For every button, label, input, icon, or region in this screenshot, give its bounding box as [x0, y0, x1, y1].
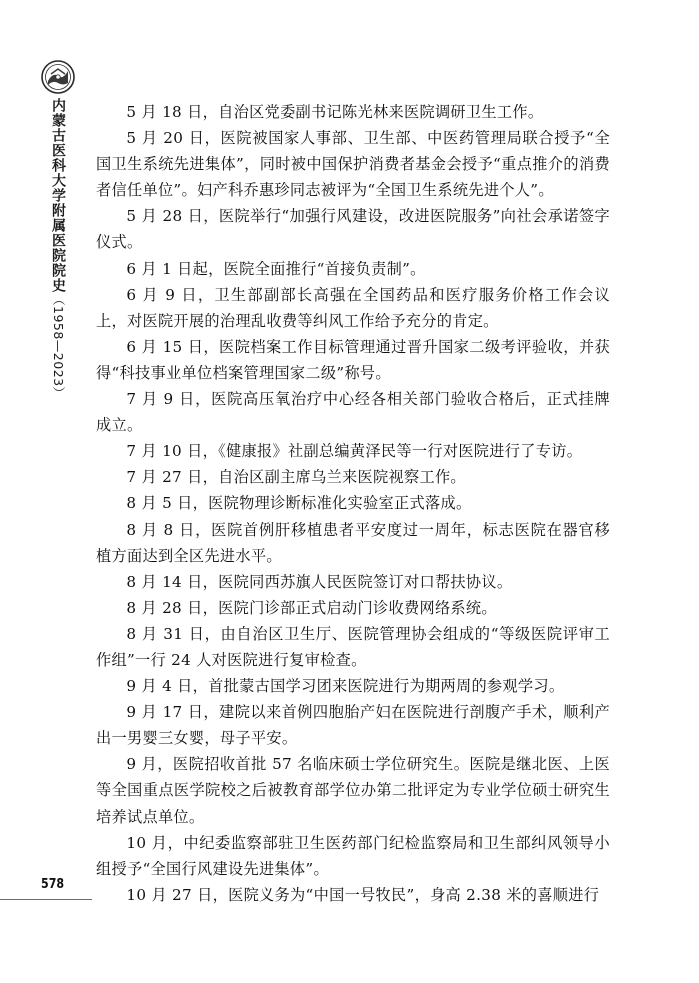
book-title: 内蒙古医科大学附属医院院史: [50, 98, 66, 293]
entry-paragraph: 8 月 14 日，医院同西苏旗人民医院签订对口帮扶协议。: [126, 572, 513, 591]
entry-paragraph: 9 月 17 日，建院以来首例四胞胎产妇在医院进行剖腹产手术，顺利产出一男婴三女婴，母子平安。: [96, 703, 610, 748]
page-number: 578: [41, 877, 65, 892]
entry-paragraph: 6 月 15 日，医院档案工作目标管理通过晋升国家二级考评验收，并获得“科技事业单位档案管理国家二级”称号。: [96, 337, 610, 382]
entry-paragraph: 5 月 28 日，医院举行“加强行风建设，改进医院服务”向社会承诺签字仪式。: [96, 207, 610, 252]
entry-paragraph: 7 月 27 日，自治区副主席乌兰来医院视察工作。: [126, 468, 466, 487]
entry-paragraph: 9 月，医院招收首批 57 名临床硕士学位研究生。医院是继北医、上医等全国重点医学院校之后被教育部学位办第二批评定为专业学位硕士研究生培养试点单位。: [96, 755, 610, 826]
entry-paragraph: 8 月 8 日，医院首例肝移植患者平安度过一周年，标志医院在器官移植方面达到全区先进水平。: [96, 520, 610, 565]
book-side-title: [47, 98, 69, 400]
book-years: （1958—2023）: [51, 293, 66, 400]
entry-paragraph: 10 月，中纪委监察部驻卫生医药部门纪检监察局和卫生部纠风领导小组授予“全国行风建设先进集体”。: [96, 833, 610, 878]
institution-emblem: [41, 60, 75, 94]
entry-paragraph: 10 月 27 日，医院义务为“中国一号牧民”，身高 2.38 米的喜顺进行: [126, 885, 600, 904]
hospital-logo-icon: [41, 60, 75, 94]
entry-paragraph: 9 月 4 日，首批蒙古国学习团来医院进行为期两周的参观学习。: [126, 677, 565, 696]
entry-paragraph: 5 月 20 日，医院被国家人事部、卫生部、中医药管理局联合授予“全国卫生系统先进集体”，同时被中国保护消费者基金会授予“重点推介的消费者信任单位”。妇产科乔惠珍同志被评为“全国卫生系统先进个人”。: [96, 129, 610, 200]
entry-paragraph: 6 月 1 日起，医院全面推行“首接负责制”。: [126, 259, 426, 278]
footer-rule: [0, 899, 92, 900]
entry-paragraph: 8 月 5 日，医院物理诊断标准化实验室正式落成。: [126, 494, 472, 513]
entry-paragraph: 7 月 9 日，医院高压氧治疗中心经各相关部门验收合格后，正式挂牌成立。: [96, 390, 610, 435]
entry-paragraph: 5 月 18 日，自治区党委副书记陈光林来医院调研卫生工作。: [126, 103, 544, 121]
entry-paragraph: 8 月 28 日，医院门诊部正式启动门诊收费网络系统。: [126, 598, 497, 617]
entry-paragraph: 6 月 9 日，卫生部副部长高强在全国药品和医疗服务价格工作会议上，对医院开展的治理乱收费等纠风工作给予充分的肯定。: [96, 285, 610, 330]
chronicle-entries: [96, 99, 610, 908]
entry-paragraph: 8 月 31 日，由自治区卫生厅、医院管理协会组成的“等级医院评审工作组”一行 24 人对医院进行复审检查。: [96, 624, 610, 669]
entry-paragraph: 7 月 10 日，《健康报》社副总编黄泽民等一行对医院进行了专访。: [126, 442, 583, 461]
